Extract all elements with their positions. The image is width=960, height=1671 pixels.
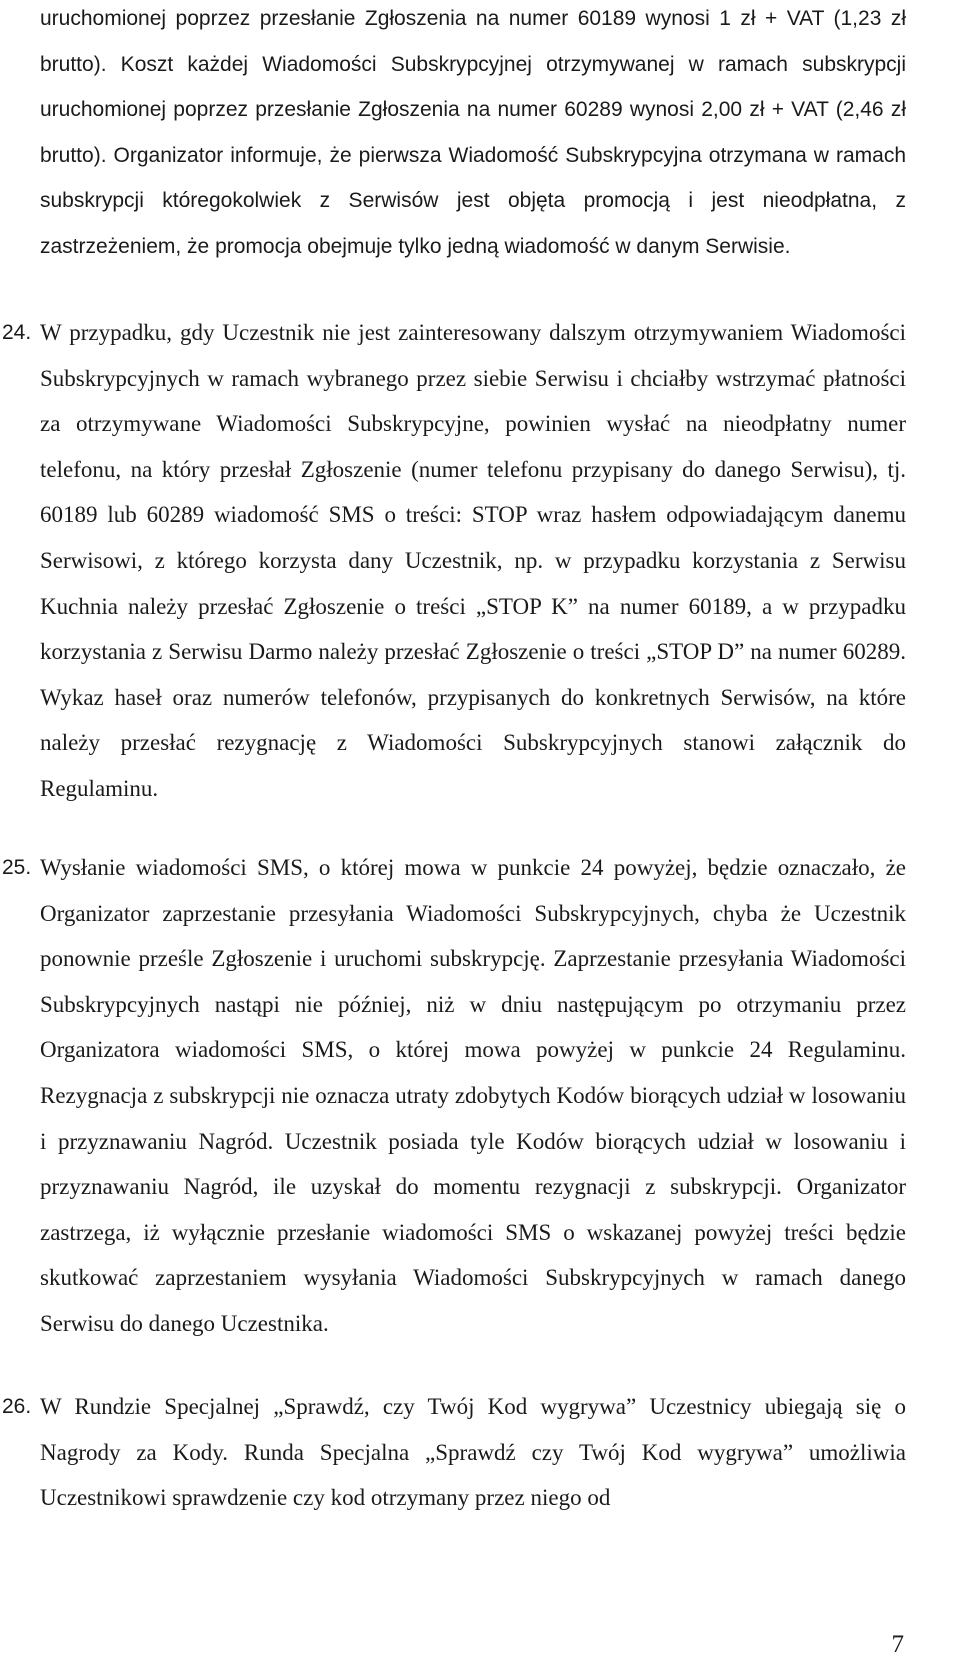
paragraph-26 (2, 1384, 906, 1521)
paragraph-number: 24. (2, 321, 32, 344)
paragraph-text: uruchomionej poprzez przesłanie Zgłoszenia na numer 60189 wynosi 1 zł + VAT (1,23 zł brutto). Koszt każdej Wiadomości Subskrypcyjnej otrzymywanej w ramach subskrypcji uruchomionej poprzez przesłanie Zgłoszenia na numer 60289 wynosi 2,00 zł + VAT (2,46 zł brutto). Organizator informuje, że pierwsza Wiadomość Subskrypcyjna otrzymana w ramach subskrypcji któregokolwiek z Serwisów jest objęta promocją i jest nieodpłatna, z zastrzeżeniem, że promocja obejmuje tylko jedną wiadomość w danym Serwisie. (40, 7, 906, 258)
paragraph-number: 25. (2, 856, 32, 879)
paragraph-text: W Rundzie Specjalnej „Sprawdź, czy Twój Kod wygrywa” Uczestnicy ubiegają się o Nagrody za Kody. Runda Specjalna „Sprawdź czy Twój Kod wygrywa” umożliwia Uczestnikowi sprawdzenie czy kod otrzymany przez niego od (40, 1394, 906, 1511)
paragraph-text: Wysłanie wiadomości SMS, o której mowa w punkcie 24 powyżej, będzie oznaczało, że Organizator zaprzestanie przesyłania Wiadomości Subskrypcyjnych, chyba że Uczestnik ponownie prześle Zgłoszenie i uruchomi subskrypcję. Zaprzestanie przesyłania Wiadomości Subskrypcyjnych nastąpi nie później, niż w dniu następującym po otrzymaniu przez Organizatora wiadomości SMS, o której mowa powyżej w punkcie 24 Regulaminu. Rezygnacja z subskrypcji nie oznacza utraty zdobytych Kodów biorących udział w losowaniu i przyznawaniu Nagród. Uczestnik posiada tyle Kodów biorących udział w losowaniu i przyznawaniu Nagród, ile uzyskał do momentu rezygnacji z subskrypcji. Organizator zastrzega, iż wyłącznie przesłanie wiadomości SMS o wskazanej powyżej treści będzie skutkować zaprzestaniem wysyłania Wiadomości Subskrypcyjnych w ramach danego Serwisu do danego Uczestnika. (40, 855, 906, 1336)
paragraph-24 (2, 310, 906, 812)
paragraph-23-continued (40, 0, 906, 270)
page-number: 7 (891, 1631, 904, 1658)
paragraph-25 (2, 845, 906, 1347)
paragraph-number: 26. (2, 1395, 32, 1418)
paragraph-text: W przypadku, gdy Uczestnik nie jest zainteresowany dalszym otrzymywaniem Wiadomości Subskrypcyjnych w ramach wybranego przez siebie Serwisu i chciałby wstrzymać płatności za otrzymywane Wiadomości Subskrypcyjne, powinien wysłać na nieodpłatny numer telefonu, na który przesłał Zgłoszenie (numer telefonu przypisany do danego Serwisu), tj. 60189 lub 60289 wiadomość SMS o treści: STOP wraz hasłem odpowiadającym danemu Serwisowi, z którego korzysta dany Uczestnik, np. w przypadku korzystania z Serwisu Kuchnia należy przesłać Zgłoszenie o treści „STOP K” na numer 60189, a w przypadku korzystania z Serwisu Darmo należy przesłać Zgłoszenie o treści „STOP D” na numer 60289. Wykaz haseł oraz numerów telefonów, przypisanych do konkretnych Serwisów, na które należy przesłać rezygnację z Wiadomości Subskrypcyjnych stanowi załącznik do Regulaminu. (40, 320, 906, 801)
